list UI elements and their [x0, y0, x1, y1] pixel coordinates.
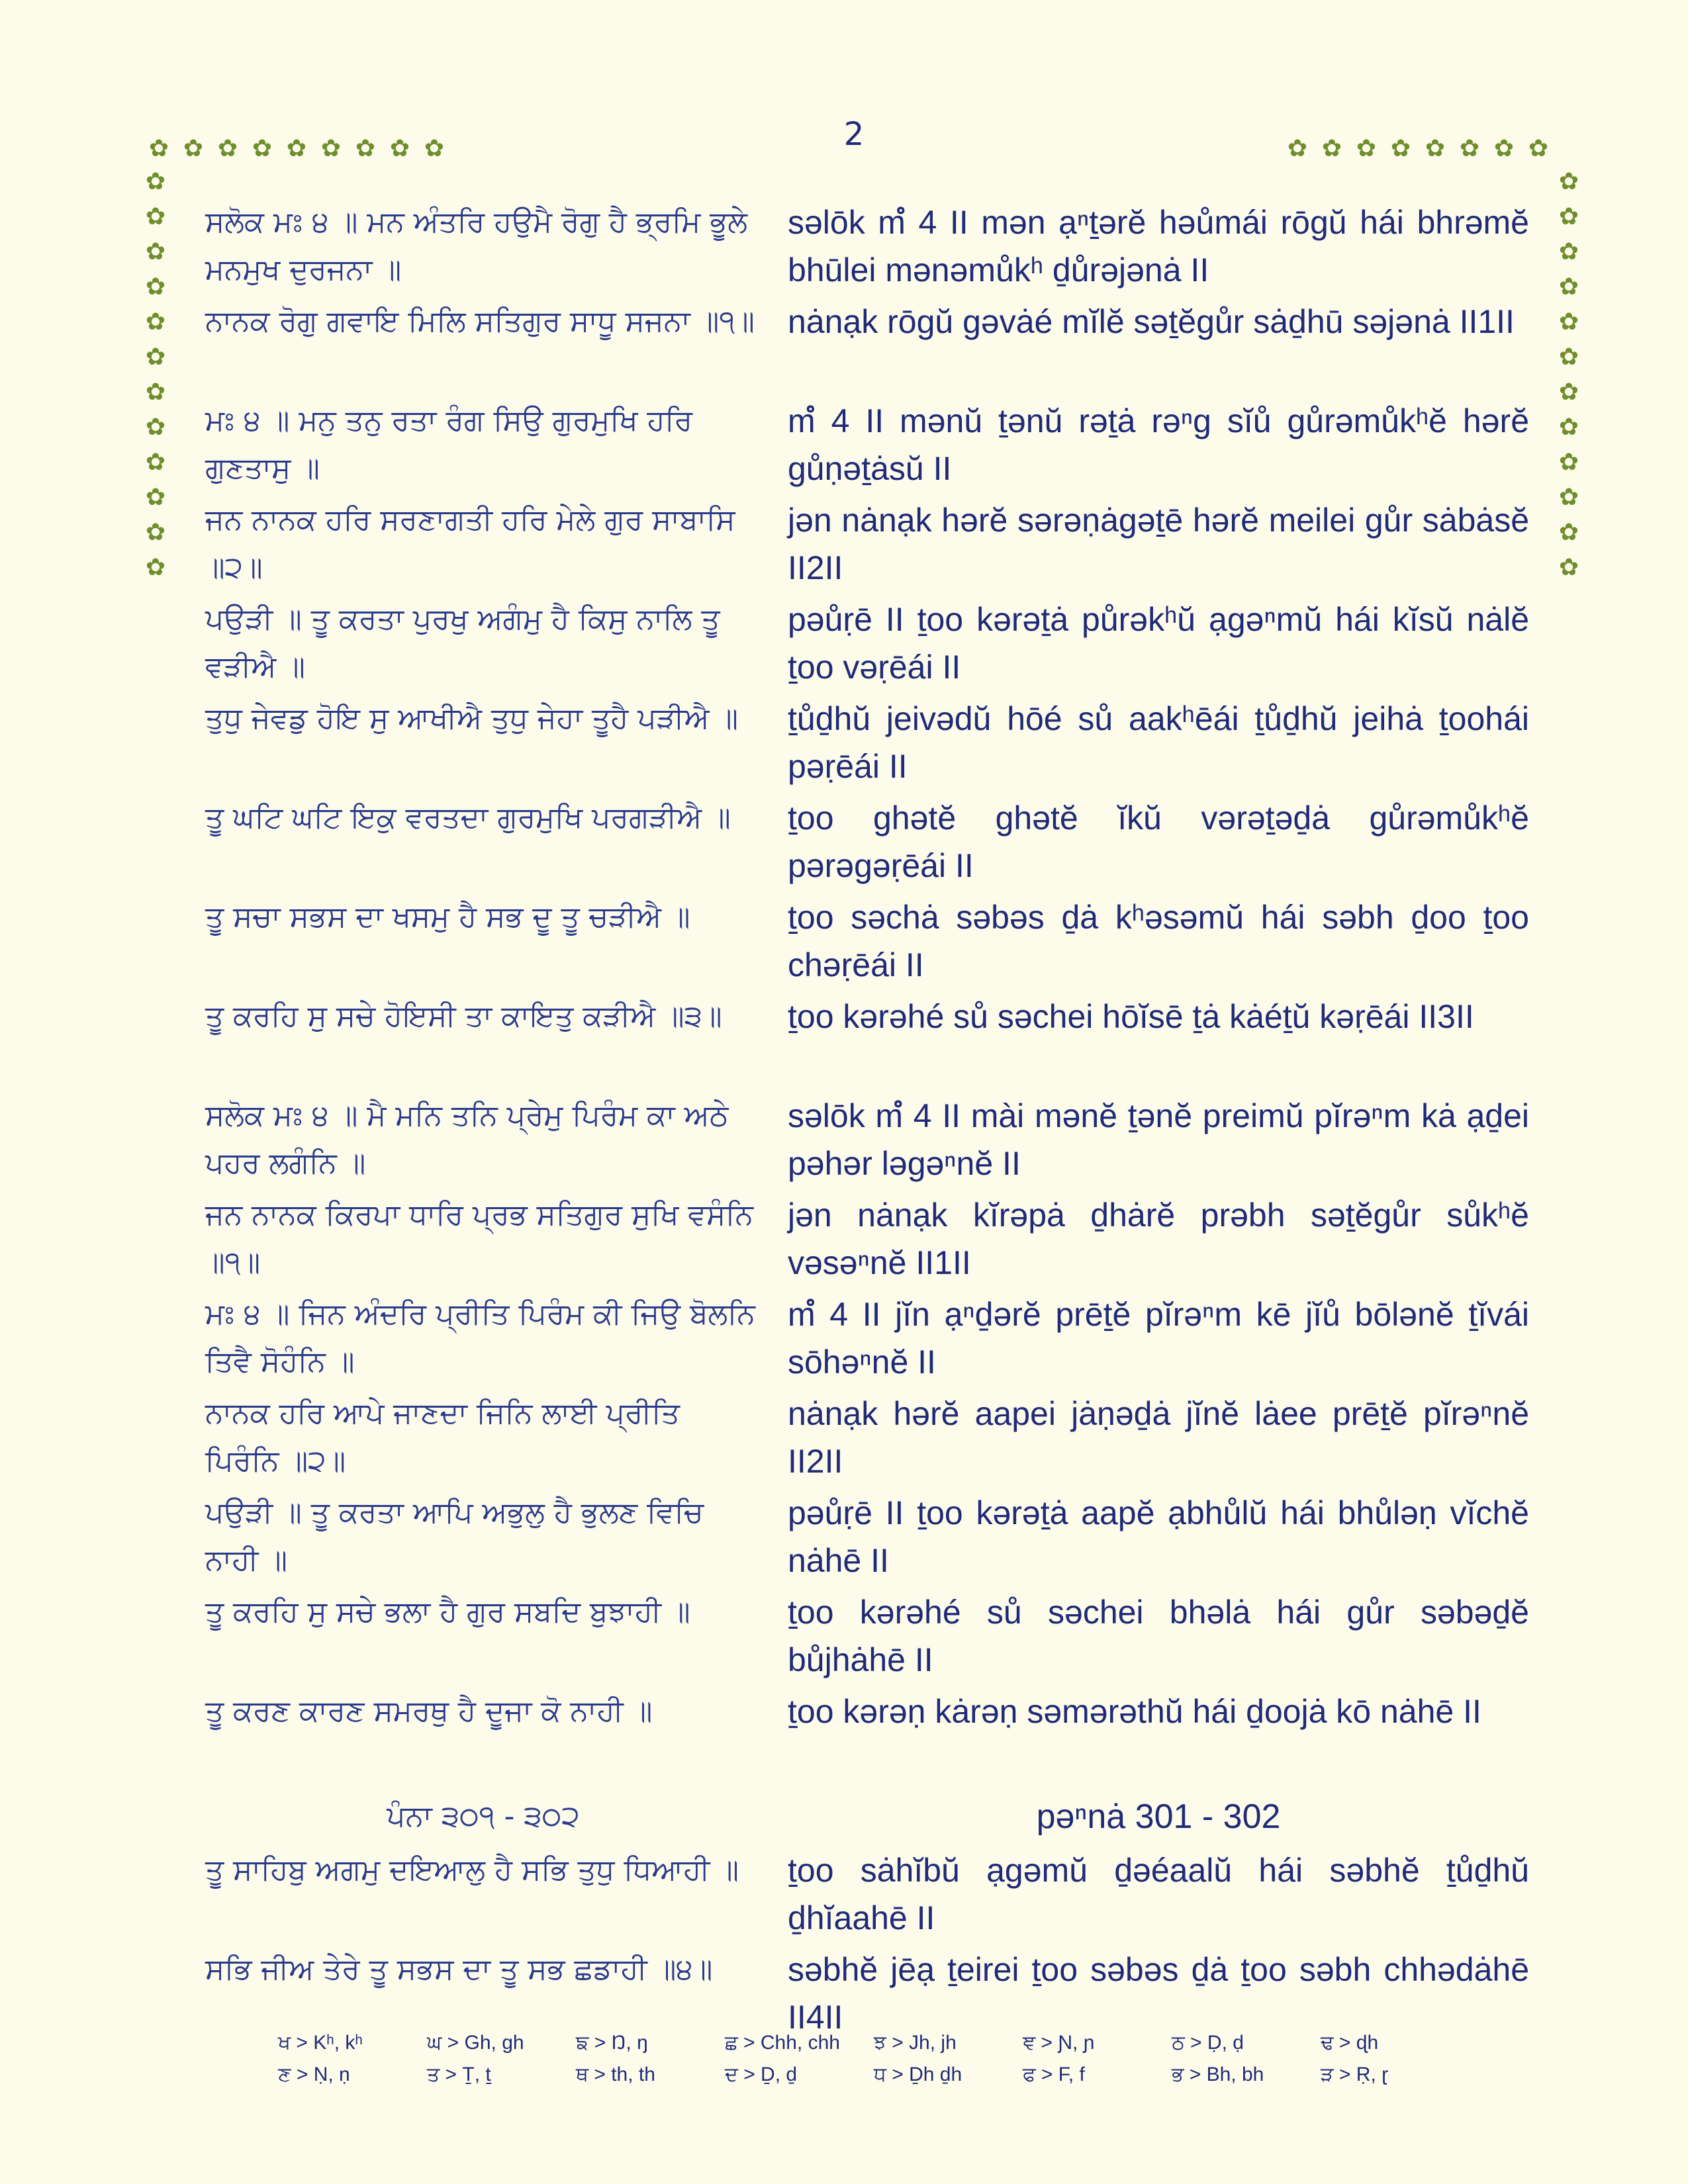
flower-icon: ✿: [1558, 379, 1579, 406]
verse-row: [205, 1688, 1529, 1787]
gurmukhi-text: ਤੂ ਸਚਾ ਸਭਸ ਦਾ ਖਸਮੁ ਹੈ ਸਭ ਦੂ ਤੂ ਚੜੀਐ ॥: [205, 900, 690, 934]
legend-item: ਦ > Ḏ, ḏ: [725, 2064, 798, 2085]
gurmukhi-text: ਤੂ ਘਟਿ ਘਟਿ ਇਕੁ ਵਰਤਦਾ ਗੁਰਮੁਖਿ ਪਰਗੜੀਐ ॥: [205, 801, 731, 835]
legend-item: ਖ > Kʰ, kʰ: [278, 2032, 363, 2054]
flower-icon: ✿: [320, 135, 342, 162]
verse-table: [205, 199, 1529, 2045]
flower-icon: ✿: [148, 135, 169, 162]
flower-icon: ✿: [145, 414, 166, 441]
verse-row: [205, 893, 1529, 993]
flower-icon: ✿: [1287, 135, 1308, 162]
flower-icon: ✿: [1558, 308, 1579, 336]
verse-row: [205, 1390, 1529, 1489]
flower-icon: ✿: [1493, 135, 1515, 162]
transliteration-text: ṯůḏhŭ jeivədŭ hōé sů aakʰēái ṯůḏhŭ jeihȧ ṯoohái pəṛēái II: [788, 700, 1529, 785]
flower-icon: ✿: [1558, 273, 1579, 300]
flower-icon: ✿: [183, 135, 204, 162]
flower-icon: ✿: [145, 203, 166, 230]
transliteration-text: səbhĕ jēạ ṯeirei ṯoo səbəs ḏȧ ṯoo səbh chhədȧhē II4II: [788, 1951, 1529, 2036]
gurmukhi-text: ਪਉੜੀ ॥ ਤੂ ਕਰਤਾ ਆਪਿ ਅਭੁਲੁ ਹੈ ਭੁਲਣ ਵਿਚਿ ਨਾਹੀ ॥: [205, 1496, 704, 1577]
flower-icon: ✿: [145, 273, 166, 300]
flower-icon: ✿: [145, 519, 166, 546]
transliteration-legend: [278, 2032, 1470, 2095]
legend-item: ਤ > Ṯ, ṯ: [427, 2064, 491, 2085]
transliteration-text: ṯoo ghətĕ ghətĕ ĭkŭ vərəṯəḏȧ gůrəmůkʰĕ pərəgəṛēái II: [788, 799, 1529, 884]
gurmukhi-text: ਪਉੜੀ ॥ ਤੂ ਕਰਤਾ ਪੁਰਖੁ ਅਗੰਮੁ ਹੈ ਕਿਸੁ ਨਾਲਿ ਤੂ ਵੜੀਐ ॥: [205, 602, 720, 684]
legend-item: ੜ > Ṛ, ɽ: [1321, 2064, 1389, 2085]
verse-row: [205, 1946, 1529, 2045]
verse-row: [205, 596, 1529, 695]
flower-icon: ✿: [145, 379, 166, 406]
transliteration-text: ṯoo kərəṇ kȧrəṇ səmərəthŭ hái ḏoojȧ kō nȧhē II: [788, 1693, 1481, 1730]
transliteration-text: ṯoo kərəhé sů səchei bhəlȧ hái gůr səbəḏĕ bůjhȧhē II: [788, 1594, 1529, 1678]
flower-icon: ✿: [1558, 414, 1579, 441]
flower-icon: ✿: [1558, 449, 1579, 476]
flower-icon: ✿: [1356, 135, 1377, 162]
legend-item: ਛ > Chh, chh: [725, 2032, 840, 2054]
flower-icon: ✿: [286, 135, 307, 162]
ornament-column-left: [142, 169, 169, 581]
transliteration-text: ṯoo səchȧ səbəs ḏȧ kʰəsəmŭ hái səbh ḏoo ṯoo chəṛēái II: [788, 899, 1529, 983]
flower-icon: ✿: [1425, 135, 1446, 162]
gurmukhi-text: ਮਃ ੪ ॥ ਮਨੁ ਤਨੁ ਰਤਾ ਰੰਗ ਸਿਉ ਗੁਰਮੁਖਿ ਹਰਿ ਗੁਣਤਾਸੁ ॥: [205, 404, 692, 485]
gurmukhi-text: ਸਲੋਕ ਮਃ ੪ ॥ ਮਨ ਅੰਤਰਿ ਹਉਮੈ ਰੋਗੁ ਹੈ ਭ੍ਰਮਿ ਭੂਲੇ ਮਨਮੁਖ ਦੁਰਜਨਾ ॥: [205, 205, 748, 287]
legend-item: ਘ > Gh, gh: [427, 2032, 524, 2054]
verse-row: [205, 1846, 1529, 1946]
section-heading: [205, 1787, 1529, 1846]
flower-icon: ✿: [252, 135, 273, 162]
gurmukhi-text: ਸਭਿ ਜੀਅ ਤੇਰੇ ਤੂ ਸਭਸ ਦਾ ਤੂ ਸਭ ਛਡਾਹੀ ॥੪॥: [205, 1952, 713, 1986]
verse-row: [205, 695, 1529, 794]
verse-row: [205, 1092, 1529, 1191]
gurmukhi-text: ਤੂ ਕਰਹਿ ਸੁ ਸਚੇ ਹੋਇਸੀ ਤਾ ਕਾਇਤੁ ਕੜੀਐ ॥੩॥: [205, 999, 722, 1033]
legend-row: [278, 2032, 1470, 2064]
gurmukhi-text: ਨਾਨਕ ਰੋਗੁ ਗਵਾਇ ਮਿਲਿ ਸਤਿਗੁਰ ਸਾਧੂ ਸਜਨਾ ॥੧॥: [205, 304, 755, 338]
flower-icon: ✿: [1558, 343, 1579, 371]
transliteration-text: səlōk mํ 4 II mài mənĕ ṯənĕ preimŭ pĭrəⁿm kȧ ạḏei pəhər ləgəⁿnĕ II: [788, 1097, 1529, 1182]
flower-icon: ✿: [424, 135, 445, 162]
transliteration-text: pəůṛē II ṯoo kərəṯȧ aapĕ ạbhůlŭ hái bhůləṇ vĭchĕ nȧhē II: [788, 1494, 1529, 1579]
verse-row: [205, 1489, 1529, 1588]
legend-item: ਢ > ɖh: [1321, 2032, 1379, 2054]
transliteration-text: mํ 4 II mənŭ ṯənŭ rəṯȧ rəⁿg sĭů gůrəmůkʰĕ hərĕ gůṇəṯȧsŭ II: [788, 402, 1529, 487]
verse-row: [205, 496, 1529, 596]
transliteration-text: mํ 4 II jĭn ạⁿḏərĕ prēṯĕ pĭrəⁿm kē jĭů bōlənĕ ṯĭvái sōhəⁿnĕ II: [788, 1296, 1529, 1381]
flower-icon: ✿: [1558, 238, 1579, 265]
transliteration-text: jən nȧnạk kĭrəpȧ ḏhȧrĕ prəbh səṯĕgůr sůkʰĕ vəsəⁿnĕ II1II: [788, 1197, 1529, 1281]
legend-item: ਣ > Ṇ, ṇ: [278, 2064, 350, 2085]
flower-icon: ✿: [355, 135, 376, 162]
flower-icon: ✿: [145, 343, 166, 371]
section-heading-translit: pəⁿnȧ 301 - 302: [1036, 1797, 1281, 1836]
flower-icon: ✿: [1459, 135, 1480, 162]
verse-row: [205, 1291, 1529, 1390]
verse-row: [205, 397, 1529, 496]
legend-item: ਭ > Bh, bh: [1172, 2064, 1264, 2085]
gurmukhi-text: ਤੂ ਸਾਹਿਬੁ ਅਗਮੁ ਦਇਆਲੁ ਹੈ ਸਭਿ ਤੁਧੁ ਧਿਆਹੀ ॥: [205, 1853, 739, 1887]
gurmukhi-text: ਜਨ ਨਾਨਕ ਕਿਰਪਾ ਧਾਰਿ ਪ੍ਰਭ ਸਤਿਗੁਰ ਸੁਖਿ ਵਸੰਨਿ ॥੧॥: [205, 1198, 753, 1279]
transliteration-text: nȧnạk rōgŭ gəvȧé mĭlĕ səṯĕgůr sȧḏhū səjənȧ II1II: [788, 303, 1515, 340]
flower-icon: ✿: [217, 135, 238, 162]
section-heading-gurmukhi: ਪੰਨਾ ੩੦੧ - ੩੦੨: [387, 1799, 580, 1833]
flower-icon: ✿: [145, 449, 166, 476]
gurmukhi-text: ਜਨ ਨਾਨਕ ਹਰਿ ਸਰਣਾਗਤੀ ਹਰਿ ਮੇਲੇ ਗੁਰ ਸਾਬਾਸਿ ॥੨॥: [205, 503, 735, 584]
flower-icon: ✿: [1558, 484, 1579, 511]
verse-row: [205, 298, 1529, 397]
transliteration-text: ṯoo sȧhĭbŭ ạgəmŭ ḏəéaalŭ hái səbhĕ ṯůḏhŭ ḏhĭaahē II: [788, 1852, 1529, 1936]
transliteration-text: səlōk mํ 4 II mən ạⁿṯərĕ həůmái rōgŭ hái bhrəmĕ bhūlei mənəmůkʰ ḏůrəjənȧ II: [788, 204, 1529, 289]
flower-icon: ✿: [1390, 135, 1411, 162]
verse-row: [205, 199, 1529, 298]
legend-item: ਧ > Ḏh ḏh: [874, 2064, 962, 2085]
flower-icon: ✿: [1558, 554, 1579, 581]
ornament-row-right: [1281, 136, 1555, 162]
gurmukhi-text: ਤੂ ਕਰਣ ਕਾਰਣ ਸਮਰਥੁ ਹੈ ਦੂਜਾ ਕੋ ਨਾਹੀ ॥: [205, 1694, 653, 1728]
gurmukhi-text: ਮਃ ੪ ॥ ਜਿਨ ਅੰਦਰਿ ਪ੍ਰੀਤਿ ਪਿਰੰਮ ਕੀ ਜਿਉ ਬੋਲਨਿ ਤਿਵੈ ਸੋਹੰਨਿ ॥: [205, 1297, 755, 1379]
gurmukhi-text: ਤੂ ਕਰਹਿ ਸੁ ਸਚੇ ਭਲਾ ਹੈ ਗੁਰ ਸਬਦਿ ਬੁਝਾਹੀ ॥: [205, 1595, 690, 1629]
transliteration-text: ṯoo kərəhé sů səchei hōĭsē ṯȧ kȧéṯŭ kəṛēái II3II: [788, 998, 1474, 1035]
gurmukhi-text: ਸਲੋਕ ਮਃ ੪ ॥ ਮੈ ਮਨਿ ਤਨਿ ਪ੍ਰੇਮੁ ਪਿਰੰਮ ਕਾ ਅਠੇ ਪਹਰ ਲਗੰਨਿ ॥: [205, 1099, 729, 1180]
transliteration-text: jən nȧnạk hərĕ sərəṇȧgəṯē hərĕ meilei gůr sȧbȧsĕ II2II: [788, 502, 1529, 586]
transliteration-text: nȧnạk hərĕ aapei jȧṇəḏȧ jĭnĕ lȧee prēṯĕ pĭrəⁿnĕ II2II: [788, 1395, 1529, 1480]
legend-item: ਙ > Ŋ, ŋ: [576, 2032, 648, 2054]
transliteration-text: pəůṛē II ṯoo kərəṯȧ půrəkʰŭ ạgəⁿmŭ hái kĭsŭ nȧlĕ ṯoo vəṛēái II: [788, 601, 1529, 686]
verse-row: [205, 1588, 1529, 1688]
legend-row: [278, 2064, 1470, 2095]
flower-icon: ✿: [1321, 135, 1342, 162]
flower-icon: ✿: [1558, 168, 1579, 195]
flower-icon: ✿: [145, 484, 166, 511]
flower-icon: ✿: [1558, 519, 1579, 546]
page-number: 2: [843, 116, 865, 153]
gurmukhi-text: ਨਾਨਕ ਹਰਿ ਆਪੇ ਜਾਣਦਾ ਜਿਨਿ ਲਾਈ ਪ੍ਰੀਤਿ ਪਿਰੰਨਿ ॥੨॥: [205, 1396, 680, 1478]
flower-icon: ✿: [145, 238, 166, 265]
legend-item: ਫ > F, f: [1023, 2064, 1085, 2085]
flower-icon: ✿: [389, 135, 410, 162]
flower-icon: ✿: [145, 554, 166, 581]
flower-icon: ✿: [145, 308, 166, 336]
verse-row: [205, 1191, 1529, 1291]
legend-item: ਞ > Ɲ, ɲ: [1023, 2032, 1095, 2054]
verse-row: [205, 794, 1529, 893]
gurmukhi-text: ਤੁਧੁ ਜੇਵਡੁ ਹੋਇ ਸੁ ਆਖੀਐ ਤੁਧੁ ਜੇਹਾ ਤੂਹੈ ਪੜੀਐ ॥: [205, 702, 739, 735]
legend-item: ਠ > Ḍ, ḍ: [1172, 2032, 1244, 2054]
legend-item: ਝ > Jh, jh: [874, 2032, 957, 2054]
verse-row: [205, 993, 1529, 1092]
flower-icon: ✿: [1528, 135, 1549, 162]
ornament-column-right: [1556, 169, 1582, 581]
flower-icon: ✿: [145, 168, 166, 195]
legend-item: ਥ > th, th: [576, 2064, 655, 2085]
ornament-row-left: [142, 136, 451, 162]
flower-icon: ✿: [1558, 203, 1579, 230]
